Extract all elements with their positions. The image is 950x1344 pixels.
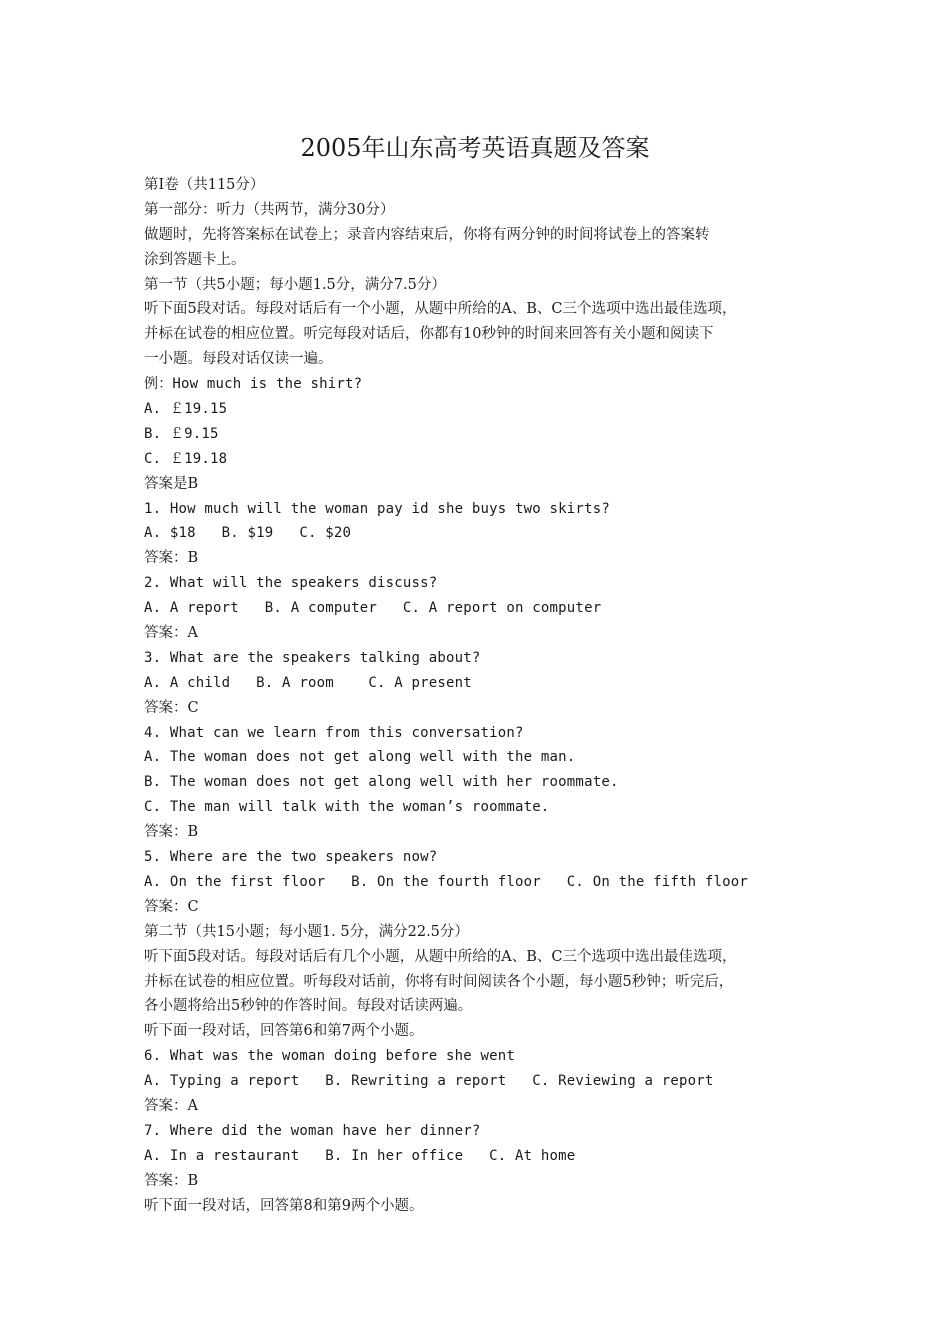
text-line: A. Typing a report B. Rewriting a report C. Reviewing a report <box>144 1073 714 1090</box>
text-line: 答案：C <box>144 699 199 716</box>
text-line: A. On the first floor B. On the fourth floor C. On the fifth floor <box>144 873 749 890</box>
text-line: A. A report B. A computer C. A report on computer <box>144 600 602 617</box>
text-line: A. The woman does not get along well with the man. <box>144 749 576 766</box>
text-line: A. $18 B. $19 C. $20 <box>144 525 352 542</box>
text-line: 第二节（共15小题；每小题1. 5分，满分22.5分） <box>144 923 469 940</box>
text-line: 答案是B <box>144 475 199 492</box>
text-line: 并标在试卷的相应位置。听每段对话前，你将有时间阅读各个小题，每小题5秒钟；听完后， <box>144 973 734 990</box>
text-line: A. ￡19.15 <box>144 401 228 418</box>
text-line: A. In a restaurant B. In her office C. At home <box>144 1147 576 1164</box>
text-line: 听下面5段对话。每段对话后有一个小题，从题中所给的A、B、C三个选项中选出最佳选项， <box>144 301 737 318</box>
text-line: 答案：B <box>144 1172 199 1189</box>
text-line: 听下面一段对话，回答第6和第7两个小题。 <box>144 1023 424 1040</box>
text-line: 听下面一段对话，回答第8和第9两个小题。 <box>144 1197 424 1214</box>
document-body <box>144 173 834 1218</box>
text-line: 做题时，先将答案标在试卷上；录音内容结束后，你将有两分钟的时间将试卷上的答案转 <box>144 226 710 243</box>
text-line: 答案：A <box>144 1097 198 1114</box>
text-line: 1. How much will the woman pay id she buys two skirts? <box>144 500 610 517</box>
text-line: 听下面5段对话。每段对话后有几个小题，从题中所给的A、B、C三个选项中选出最佳选项， <box>144 948 737 965</box>
text-line: C. ￡19.18 <box>144 450 228 467</box>
text-line: 7. Where did the woman have her dinner? <box>144 1122 481 1139</box>
text-line: 4. What can we learn from this conversation? <box>144 724 524 741</box>
text-line: 3. What are the speakers talking about? <box>144 649 481 666</box>
text-line: B. The woman does not get along well with her roommate. <box>144 774 619 791</box>
text-line: 第一节（共5小题；每小题1.5分，满分7.5分） <box>144 276 446 293</box>
text-line: 第I卷（共115分） <box>144 177 265 193</box>
text-line: 5. Where are the two speakers now? <box>144 849 438 866</box>
text-line: 答案：B <box>144 550 199 567</box>
text-line: C. The man will talk with the woman’s roommate. <box>144 799 550 816</box>
text-line: 各小题将给出5秒钟的作答时间。每段对话读两遍。 <box>144 998 473 1015</box>
text-line: 第一部分：听力（共两节，满分30分） <box>144 201 395 218</box>
text-line: 例：How much is the shirt? <box>144 376 363 393</box>
document-title: 2005年山东高考英语真题及答案 <box>300 134 650 162</box>
text-line: 并标在试卷的相应位置。听完每段对话后，你都有10秒钟的时间来回答有关小题和阅读下 <box>144 326 714 343</box>
text-line: A. A child B. A room C. A present <box>144 674 472 691</box>
text-line: 答案：B <box>144 824 199 841</box>
text-line: B. ￡9.15 <box>144 425 219 442</box>
text-line: 2. What will the speakers discuss? <box>144 575 438 592</box>
text-line: 答案：C <box>144 898 199 915</box>
text-line: 6. What was the woman doing before she went <box>144 1048 516 1065</box>
text-line: 一小题。每段对话仅读一遍。 <box>144 351 333 368</box>
text-line: 答案：A <box>144 625 198 642</box>
text-line: 涂到答题卡上。 <box>144 251 246 268</box>
